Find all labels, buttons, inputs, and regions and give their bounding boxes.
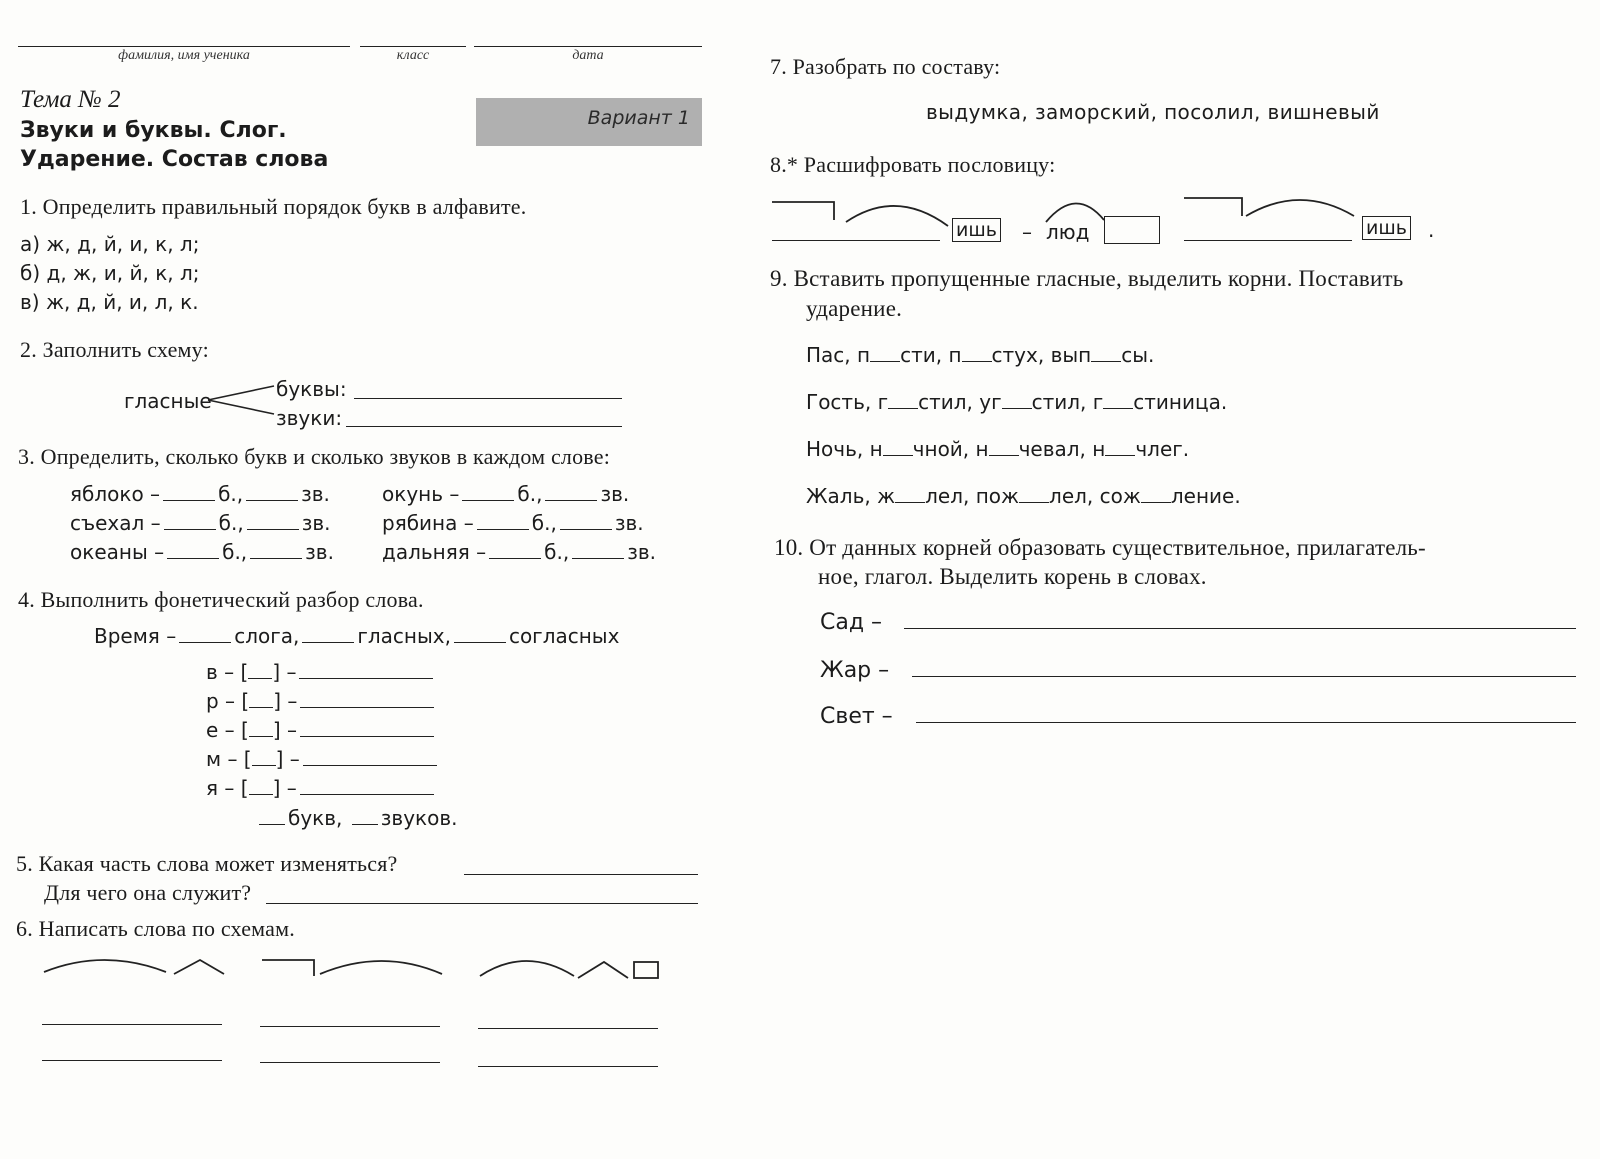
task8-question: 8.* Расшифровать пословицу: <box>770 152 1056 177</box>
phonetic-close: ] – <box>272 776 297 800</box>
proverb-ending2-box[interactable] <box>1104 216 1160 244</box>
task9-question-line2: ударение. <box>806 296 903 321</box>
proverb-dash: – <box>1022 220 1032 244</box>
root-svet-label: Свет – <box>820 704 893 729</box>
task9-part: стиница. <box>1133 390 1228 414</box>
task5-question: 5. Какая часть слова может изменяться? <box>16 851 398 876</box>
task9-part: стил, г <box>1031 390 1104 414</box>
task9-part: лел, пож <box>925 484 1020 508</box>
task2-question: 2. Заполнить схему: <box>20 337 209 362</box>
vowel-blank[interactable] <box>870 360 900 362</box>
letters-unit: б., <box>531 511 557 535</box>
task3-word: дальняя – <box>382 540 487 564</box>
task9-part: Гость, г <box>806 390 889 414</box>
task6-question: 6. Написать слова по схемам. <box>16 916 295 941</box>
task9-row-1 <box>806 343 1154 367</box>
topic-title-line2: Ударение. Состав слова <box>20 147 329 172</box>
root-sad-label: Сад – <box>820 610 883 635</box>
vowels-label: гласных, <box>357 624 451 648</box>
task1-option-c[interactable]: в) ж, д, й, и, л, к. <box>20 290 199 314</box>
proverb-answer-line3[interactable] <box>1184 240 1352 241</box>
proverb-answer-line1[interactable] <box>772 240 940 241</box>
task10-question-line2: ное, глагол. Выделить корень в словах. <box>818 564 1207 589</box>
task9-part: Пас, п <box>806 343 871 367</box>
topic-label: Тема № 2 <box>20 86 121 113</box>
proverb3-prefix <box>1184 198 1242 216</box>
vowel-blank[interactable] <box>1141 501 1171 503</box>
variant-label: Вариант 1 <box>587 107 690 129</box>
task9-row-4 <box>806 484 1241 508</box>
syllables-label: слога, <box>234 624 300 648</box>
task9-part: стух, вып <box>991 343 1092 367</box>
task1-option-a[interactable]: а) ж, д, й, и, к, л; <box>20 232 200 256</box>
proverb-suffix3-box: ишь <box>1362 216 1411 240</box>
task5-question2: Для чего она служит? <box>44 880 252 905</box>
task3-question: 3. Определить, сколько букв и сколько звуков в каждом слове: <box>18 444 611 469</box>
task9-part: Жаль, ж <box>806 484 896 508</box>
task1-question: 1. Определить правильный порядок букв в алфавите. <box>20 194 527 219</box>
root-zhar-line[interactable] <box>912 676 1576 677</box>
task7-words: выдумка, заморский, посолил, вишневый <box>926 100 1380 124</box>
task3-word: океаны – <box>70 540 165 564</box>
date-caption: дата <box>572 48 604 63</box>
phonetic-close: ] – <box>273 689 298 713</box>
phonetic-close: ] – <box>275 747 300 771</box>
task3-word: рябина – <box>382 511 474 535</box>
sounds-unit: зв. <box>301 511 331 535</box>
proverb1-root-arc <box>846 206 948 226</box>
vowel-blank[interactable] <box>883 454 913 456</box>
vowel-blank[interactable] <box>1019 501 1049 503</box>
letters-unit: б., <box>222 540 248 564</box>
vowel-blank[interactable] <box>1105 454 1135 456</box>
scheme-sounds-label: звуки: <box>276 406 343 430</box>
letters-unit: б., <box>218 482 244 506</box>
vowel-blank[interactable] <box>895 501 925 503</box>
root-svet-line[interactable] <box>916 722 1576 723</box>
student-name-caption: фамилия, имя ученика <box>118 48 250 63</box>
proverb-suffix1 <box>952 218 1001 242</box>
task3-word: яблоко – <box>70 482 161 506</box>
letters-unit: б., <box>218 511 244 535</box>
phonetic-letter: е – [ <box>206 718 249 742</box>
task9-part: стил, уг <box>918 390 1002 414</box>
task9-part: лел, сож <box>1049 484 1141 508</box>
task9-row-3 <box>806 437 1189 461</box>
root-sad-line[interactable] <box>904 628 1576 629</box>
task9-row-2 <box>806 390 1227 414</box>
task7-question: 7. Разобрать по составу: <box>770 54 1001 79</box>
sounds-unit: зв. <box>627 540 656 564</box>
task9-question-line1: 9. Вставить пропущенные гласные, выделить корни. Поставить <box>770 266 1404 291</box>
class-caption: класс <box>396 48 430 63</box>
consonants-label: согласных <box>508 624 620 648</box>
task9-part: чевал, н <box>1018 437 1106 461</box>
phonetic-letter: в – [ <box>206 660 249 684</box>
proverb1-prefix <box>772 202 834 220</box>
phonetic-close: ] – <box>272 660 297 684</box>
task9-part: чной, н <box>912 437 989 461</box>
sounds-unit: зв. <box>305 540 334 564</box>
proverb-suffix3 <box>1362 216 1411 240</box>
task4-question: 4. Выполнить фонетический разбор слова. <box>18 587 424 612</box>
task9-part: сти, п <box>900 343 962 367</box>
vowel-blank[interactable] <box>1103 407 1133 409</box>
task10-question-line1: 10. От данных корней образовать существительное, прилагатель- <box>774 535 1426 560</box>
phonetic-letter: м – [ <box>206 747 252 771</box>
vowel-blank[interactable] <box>989 454 1019 456</box>
sounds-unit: зв. <box>614 511 644 535</box>
phonetic-letter: р – [ <box>206 689 250 713</box>
root-zhar-label: Жар – <box>820 658 890 683</box>
task9-part: сы. <box>1121 343 1155 367</box>
phonetic-close: ] – <box>272 718 297 742</box>
task3-word: съехал – <box>70 511 161 535</box>
vowel-blank[interactable] <box>1091 360 1121 362</box>
scheme-root: гласные <box>124 389 212 413</box>
sounds-unit: зв. <box>301 482 330 506</box>
vowel-blank[interactable] <box>888 407 918 409</box>
total-letters-label: букв, <box>288 806 343 830</box>
phonetic-letter: я – [ <box>206 776 249 800</box>
task1-option-b[interactable]: б) д, ж, и, й, к, л; <box>20 261 200 285</box>
scheme-letters-label: буквы: <box>276 377 347 401</box>
phonetic-word: Время – <box>94 624 177 648</box>
proverb-root2: люд <box>1046 220 1090 244</box>
task3-word: окунь – <box>382 482 460 506</box>
task9-part: Ночь, н <box>806 437 883 461</box>
proverb-period: . <box>1428 218 1435 242</box>
total-sounds-label: звуков. <box>380 806 458 830</box>
proverb3-root-arc <box>1246 200 1354 216</box>
task9-part: члег. <box>1135 437 1190 461</box>
proverb-suffix1-box: ишь <box>952 218 1001 242</box>
vowel-blank[interactable] <box>962 360 992 362</box>
vowel-blank[interactable] <box>1002 407 1032 409</box>
letters-unit: б., <box>544 540 570 564</box>
topic-title-line1: Звуки и буквы. Слог. <box>20 118 287 143</box>
sounds-unit: зв. <box>600 482 630 506</box>
task9-part: ление. <box>1170 484 1241 508</box>
letters-unit: б., <box>517 482 543 506</box>
